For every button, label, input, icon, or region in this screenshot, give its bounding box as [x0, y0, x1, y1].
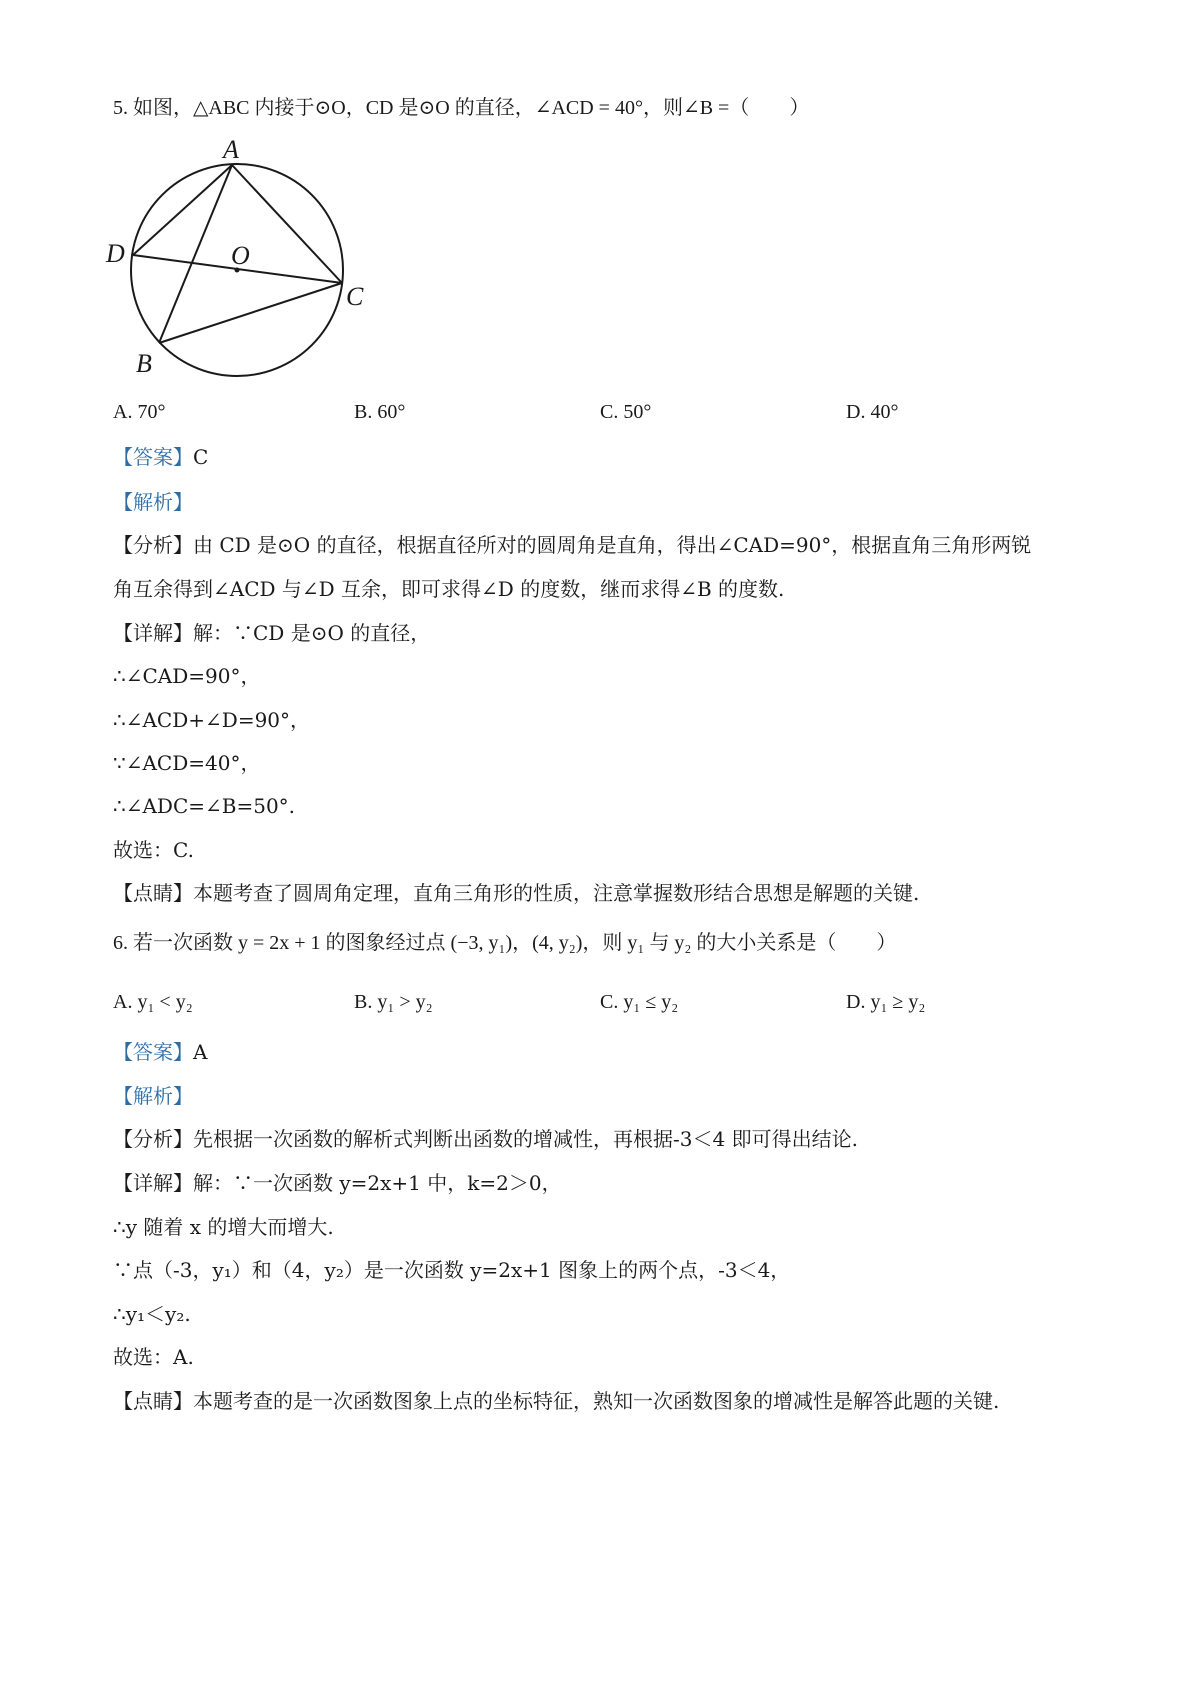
label-o: O	[231, 241, 250, 270]
step-text: 解：∵CD 是⊙O 的直径，	[193, 621, 431, 645]
q6-answer	[113, 1038, 207, 1066]
fenxi-tag: 【分析】	[113, 533, 193, 557]
label-d: D	[106, 239, 125, 268]
answer-value: A	[193, 1040, 208, 1064]
xiangjie-tag: 【详解】	[113, 1171, 193, 1195]
dianjing-tag: 【点睛】	[113, 1389, 193, 1413]
q6-step-1	[113, 1169, 562, 1197]
q6-step-5: 故选：A.	[113, 1345, 194, 1369]
dianjing-tag: 【点睛】	[113, 881, 193, 905]
q6-step-2: ∴y 随着 x 的增大而增大.	[113, 1215, 334, 1239]
segment-bc	[159, 283, 342, 343]
dianjing-text: 本题考查了圆周角定理，直角三角形的性质，注意掌握数形结合思想是解题的关键.	[193, 881, 920, 905]
q6-dianjing	[113, 1387, 999, 1415]
circle-diagram	[100, 140, 390, 390]
q5-fenxi-line-1	[113, 531, 1031, 559]
q5-step-4: ∵∠ACD=40°，	[113, 751, 261, 775]
answer-tag: 【答案】	[113, 445, 193, 469]
q6-step-4: ∴y₁＜y₂.	[113, 1302, 191, 1326]
dianjing-text: 本题考查的是一次函数图象上点的坐标特征，熟知一次函数图象的增减性是解答此题的关键.	[193, 1389, 1000, 1413]
q5-stem: 5. 如图，△ABC 内接于⊙O，CD 是⊙O 的直径，∠ACD = 40°，则∠B =（ ）	[113, 97, 810, 119]
segment-ab	[159, 165, 232, 343]
q5-option-c[interactable]: C. 50°	[600, 401, 652, 423]
q5-step-3: ∴∠ACD+∠D=90°，	[113, 708, 311, 732]
answer-value: C	[193, 445, 209, 469]
q6-analysis-tag: 【解析】	[113, 1084, 193, 1108]
q6-option-a[interactable]: A. y₁ < y₂	[113, 991, 193, 1013]
xiangjie-tag: 【详解】	[113, 621, 193, 645]
answer-tag: 【答案】	[113, 1040, 193, 1064]
q5-step-5: ∴∠ADC=∠B=50°.	[113, 794, 296, 818]
fenxi-tag: 【分析】	[113, 1127, 193, 1151]
q5-analysis-tag: 【解析】	[113, 490, 193, 514]
fenxi-text: 先根据一次函数的解析式判断出函数的增减性，再根据-3＜4 即可得出结论.	[193, 1127, 858, 1151]
q6-step-3: ∵点（-3，y₁）和（4，y₂）是一次函数 y=2x+1 图象上的两个点，-3＜4，	[113, 1258, 791, 1282]
q5-fenxi-line-2: 角互余得到∠ACD 与∠D 互余，即可求得∠D 的度数，继而求得∠B 的度数.	[113, 577, 785, 601]
label-c: C	[346, 282, 364, 311]
q5-dianjing	[113, 879, 919, 907]
step-text: 解：∵一次函数 y=2x+1 中，k=2＞0，	[193, 1171, 562, 1195]
q5-step-6: 故选：C.	[113, 838, 194, 862]
q5-step-1	[113, 619, 430, 647]
q5-step-2: ∴∠CAD=90°，	[113, 664, 261, 688]
q5-option-a[interactable]: A. 70°	[113, 401, 166, 423]
q6-stem: 6. 若一次函数 y = 2x + 1 的图象经过点 (−3, y₁)，(4, y₂)，则 y₁ 与 y₂ 的大小关系是（ ）	[113, 932, 897, 954]
q5-answer	[113, 443, 208, 471]
q6-option-d[interactable]: D. y₁ ≥ y₂	[846, 991, 926, 1013]
q6-fenxi	[113, 1125, 858, 1153]
q6-option-c[interactable]: C. y₁ ≤ y₂	[600, 991, 679, 1013]
q6-option-b[interactable]: B. y₁ > y₂	[354, 991, 433, 1013]
fenxi-text: 由 CD 是⊙O 的直径，根据直径所对的圆周角是直角，得出∠CAD=90°，根据直角三角形两锐	[193, 533, 1032, 557]
q5-figure	[100, 140, 390, 394]
q5-option-d[interactable]: D. 40°	[846, 401, 899, 423]
label-a: A	[223, 140, 239, 164]
q5-option-b[interactable]: B. 60°	[354, 401, 406, 423]
label-b: B	[136, 349, 152, 378]
